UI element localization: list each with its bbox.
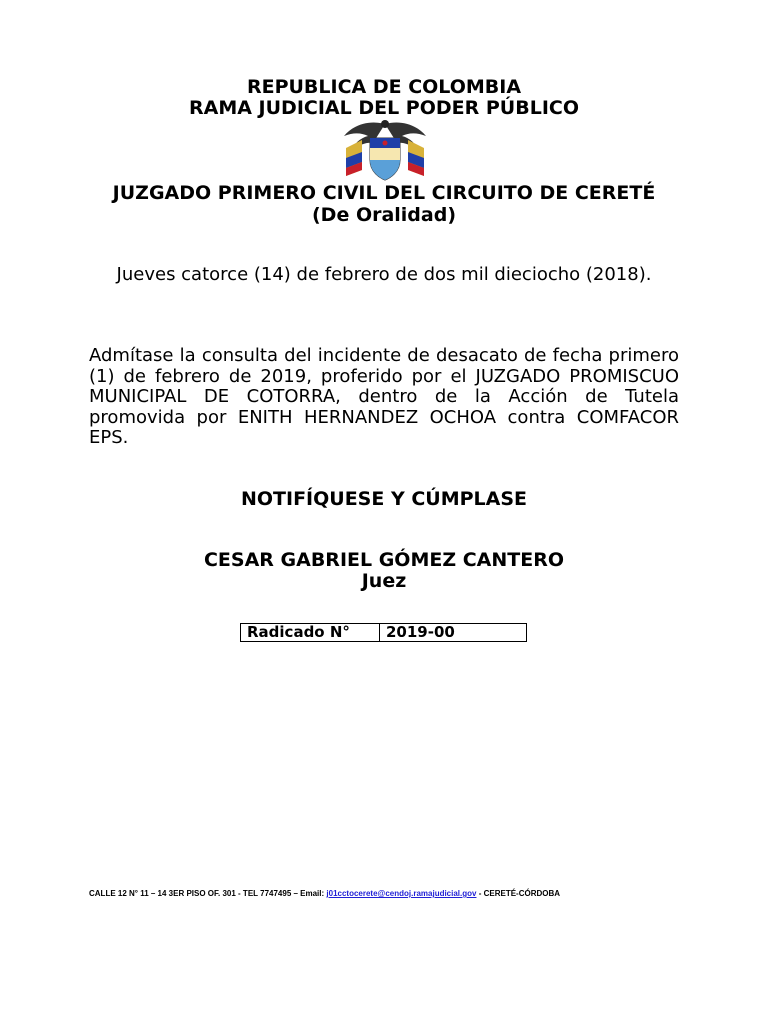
radicado-table (240, 623, 527, 642)
radicado-label: Radicado N° (241, 624, 380, 642)
radicado-value: 2019-00 (380, 624, 527, 642)
closing-formula: NOTIFÍQUESE Y CÚMPLASE (240, 488, 528, 510)
ruling-text: Admítase la consulta del incidente de desacato de fecha primero (1) de febrero de 2019, proferido por el JUZGADO PROMISCUO MUNICIPAL DE COTORRA, dentro de la Acción de Tutela promovida por ENITH HERNANDEZ OCHOA contra COMFACOR EPS. (89, 345, 679, 448)
court-subtitle: (De Oralidad) (311, 204, 457, 226)
footer-contact (89, 889, 709, 898)
footer-address: CALLE 12 N° 11 – 14 3ER PISO OF. 301 - TEL 7747495 – Email: (89, 889, 327, 898)
court-name: JUZGADO PRIMERO CIVIL DEL CIRCUITO DE CERETÉ (112, 182, 656, 204)
coat-of-arms-icon (340, 118, 430, 182)
judge-title: Juez (361, 570, 407, 592)
header-rama-judicial: RAMA JUDICIAL DEL PODER PÚBLICO (189, 97, 579, 119)
document-date: Jueves catorce (14) de febrero de dos mil dieciocho (2018). (116, 264, 652, 285)
footer-city: - CERETÉ-CÓRDOBA (476, 889, 561, 898)
table-row (241, 624, 527, 642)
footer-email-link[interactable]: j01cctocerete@cendoj.ramajudicial.gov (326, 889, 477, 898)
judge-name: CESAR GABRIEL GÓMEZ CANTERO (203, 549, 565, 571)
header-republic: REPUBLICA DE COLOMBIA (246, 76, 522, 98)
